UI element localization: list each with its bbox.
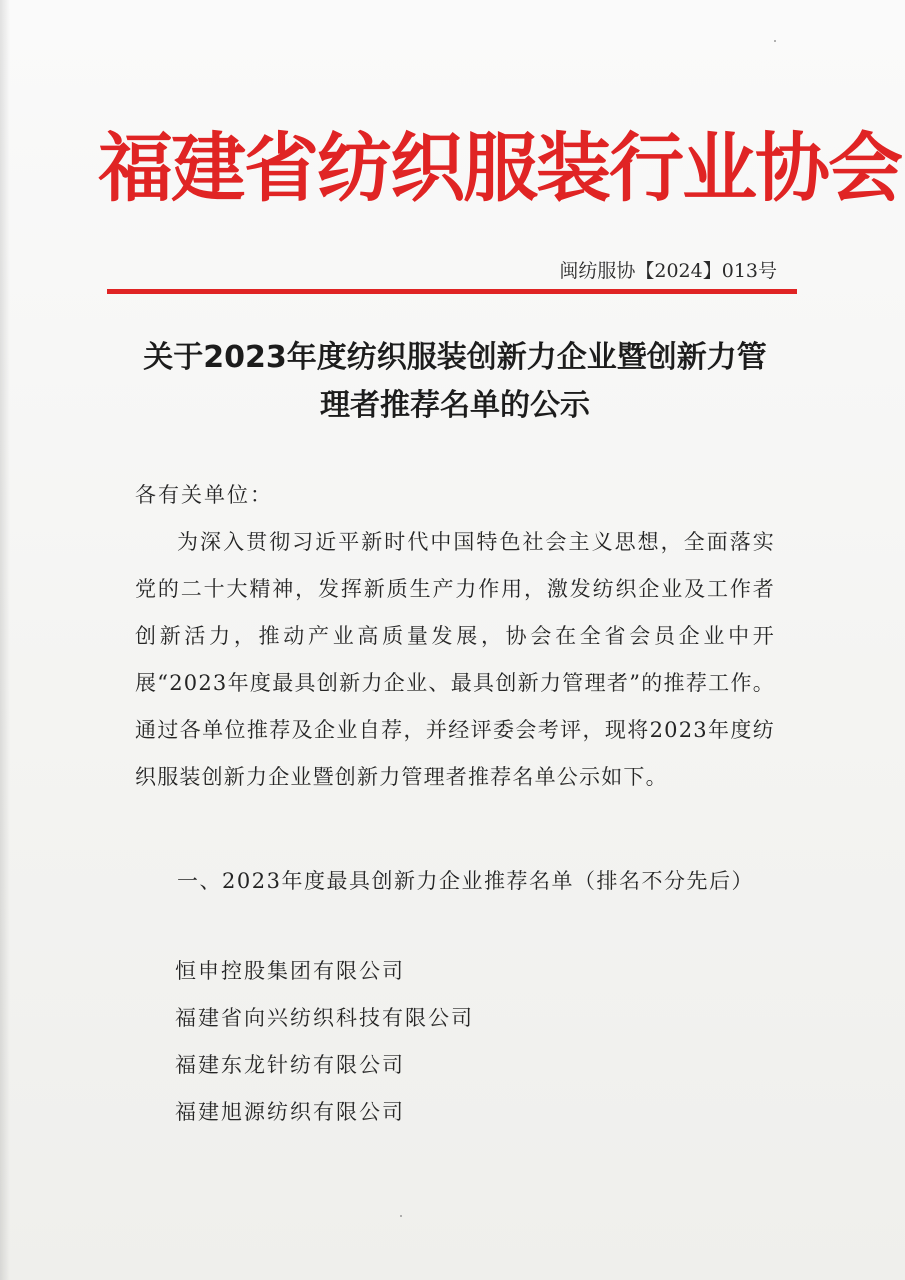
document-title: 关于2023年度纺织服装创新力企业暨创新力管理者推荐名单的公示 <box>143 340 767 423</box>
company-item: 福建旭源纺织有限公司 <box>175 1100 405 1124</box>
company-item: 福建东龙针纺有限公司 <box>175 1053 405 1077</box>
header-divider <box>107 289 797 294</box>
company-item: 恒申控股集团有限公司 <box>175 959 405 983</box>
paper-speck <box>774 40 776 42</box>
company-list <box>175 948 474 1136</box>
page-edge-shadow <box>0 0 10 1280</box>
company-item: 福建省向兴纺织科技有限公司 <box>175 1006 474 1030</box>
paper-speck <box>400 1215 402 1217</box>
body-paragraph: 为深入贯彻习近平新时代中国特色社会主义思想，全面落实党的二十大精神，发挥新质生产力作用，激发纺织企业及工作者创新活力，推动产业高质量发展，协会在全省会员企业中开展“2023年度最具创新力企业、最具创新力管理者”的推荐工作。通过各单位推荐及企业自荐，并经评委会考评，现将2023年度纺织服装创新力企业暨创新力管理者推荐名单公示如下。 <box>135 530 775 789</box>
section-heading: 一、2023年度最具创新力企业推荐名单（排名不分先后） <box>177 869 754 893</box>
organization-header: 福建省纺织服装行业协会 <box>98 124 902 212</box>
document-number: 闽纺服协【2024】013号 <box>559 260 777 282</box>
salutation: 各有关单位： <box>135 483 273 507</box>
